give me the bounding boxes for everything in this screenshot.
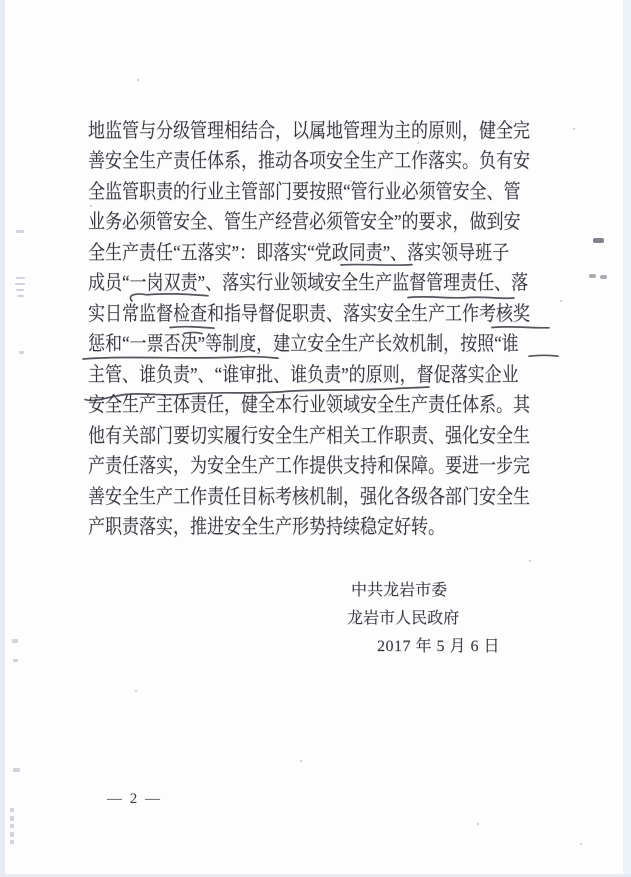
- scan-mark: [10, 832, 14, 837]
- scan-edge-left: [0, 0, 5, 877]
- body-text: [88, 116, 631, 551]
- scan-mark: [13, 659, 18, 662]
- body-line: 善安全生产工作责任目标考核机制，强化各级各部门安全生: [88, 485, 530, 508]
- scan-mark: [16, 230, 24, 233]
- body-line: 产责任落实，为安全生产工作提供支持和保障。要进一步完: [88, 455, 530, 478]
- scan-mark: [19, 351, 24, 354]
- body-line: 地监管与分级管理相结合，以属地管理为主的原则，健全完: [88, 119, 530, 142]
- scan-mark: [10, 808, 14, 812]
- scan-smudge: [600, 275, 607, 279]
- body-line: 善安全生产责任体系，推动各项安全生产工作落实。负有安: [88, 150, 530, 173]
- scan-mark: [12, 639, 18, 643]
- scan-speckles: [137, 79, 139, 81]
- scan-smudge: [589, 274, 596, 278]
- scan-smudge: [593, 238, 604, 243]
- scan-mark: [10, 824, 14, 828]
- scan-mark: [17, 295, 24, 297]
- body-line: 他有关部门要切实履行安全生产相关工作职责、强化安全生: [88, 424, 530, 447]
- body-line: 成员“一岗双责”、落实行业领域安全生产监督管理责任、落: [88, 272, 529, 295]
- signature-party-committee: 中 共 龙 岩 市 委: [351, 582, 448, 599]
- body-line: 全监管职责的行业主管部门要按照“管行业必须管安全、管: [88, 180, 521, 203]
- body-line: 安全生产主体责任，健全本行业领域安全生产责任体系。其: [88, 394, 530, 417]
- scan-mark: [16, 277, 25, 279]
- scan-mark: [15, 283, 25, 285]
- page-number: — 2 —: [107, 791, 162, 807]
- body-line: 主管、谁负责”、“谁审批、谁负责”的原则，督促落实企业: [88, 363, 519, 386]
- signature-date: 2017 年 5 月 6 日: [377, 638, 501, 655]
- body-line: 全生产责任“五落实”：即落实“党政同责”、落实领导班子: [88, 241, 510, 264]
- scan-mark: [16, 289, 24, 291]
- scan-mark: [10, 816, 14, 821]
- scan-mark: [10, 840, 14, 844]
- signature-government: 龙 岩 市 人 民 政 府: [347, 610, 460, 627]
- body-line: 产职责落实，推进安全生产形势持续稳定好转。: [88, 516, 445, 539]
- body-line: 惩和“一票否决”等制度，建立安全生产长效机制，按照“谁: [88, 333, 519, 356]
- scan-mark: [13, 768, 20, 772]
- body-line: 实日常监督检查和指导督促职责、落实安全生产工作考核奖: [88, 302, 530, 325]
- body-line: 业务必须管安全、管生产经营必须管安全”的要求，做到安: [88, 211, 521, 234]
